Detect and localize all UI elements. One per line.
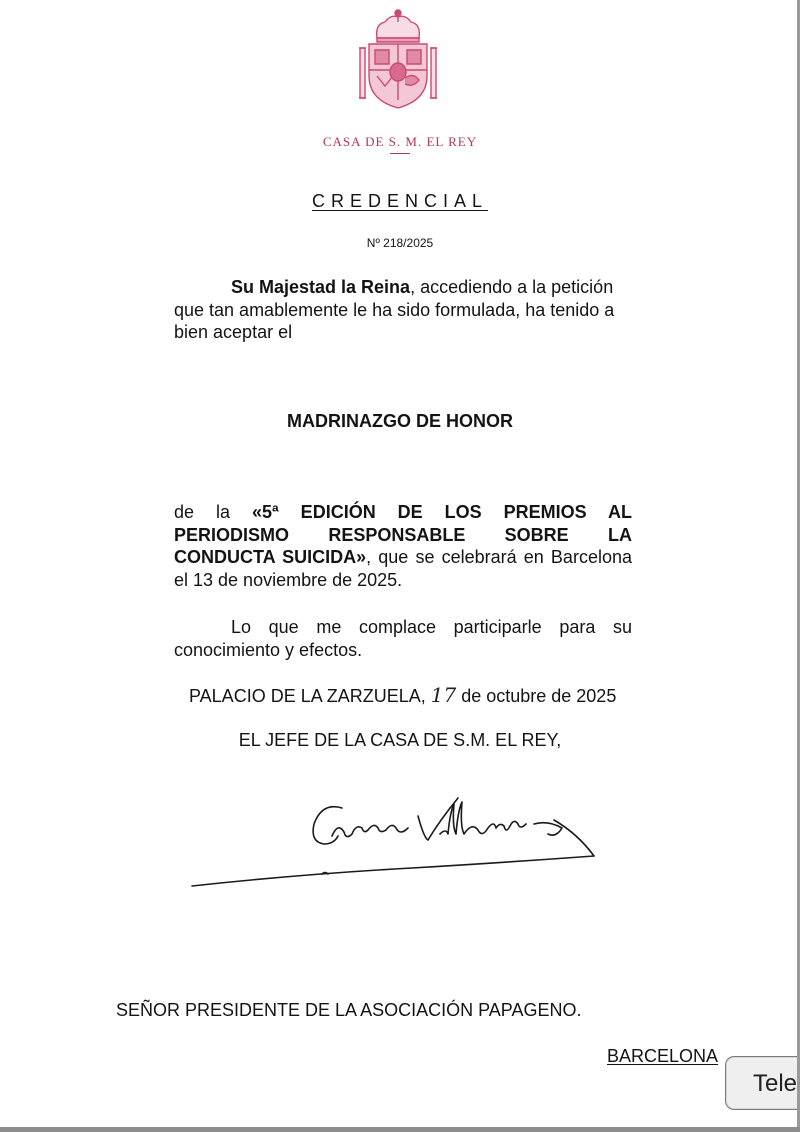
event-suffix: , que se celebrará en Barcelona el 13 de noviembre de 2025.: [174, 547, 632, 590]
page-bottom-edge: [0, 1127, 800, 1132]
document-title: CREDENCIAL: [311, 191, 489, 211]
house-name-rule: [390, 153, 410, 154]
event-prefix: de la: [174, 502, 253, 522]
place-text: PALACIO DE LA ZARZUELA,: [189, 686, 431, 706]
intro-subject: Su Majestad la Reina: [231, 277, 411, 297]
royal-coat-of-arms-icon: [355, 8, 441, 112]
handwritten-day: 17: [430, 683, 457, 707]
honor-title: MADRINAZGO DE HONOR: [287, 411, 513, 431]
event-paragraph: [174, 501, 632, 591]
event-name: «5ª EDICIÓN DE LOS PREMIOS AL PERIODISMO RESPONSABLE SOBRE LA CONDUCTA SUICIDA»: [174, 502, 632, 567]
handwritten-signature: [182, 790, 602, 900]
house-name: CASA DE S. M. EL REY: [322, 134, 478, 149]
document-number: Nº 218/2025: [366, 236, 434, 250]
intro-text: , accediendo a la petición que tan amablemente le ha sido formulada, ha tenido a bien aceptar el: [174, 277, 615, 342]
addressee-city: BARCELONA: [607, 1046, 719, 1066]
signer-title: EL JEFE DE LA CASA DE S.M. EL REY,: [238, 730, 562, 750]
date-text: de octubre de 2025: [456, 686, 617, 706]
addressee: SEÑOR PRESIDENTE DE LA ASOCIACIÓN PAPAGENO.: [116, 1000, 582, 1020]
place-date-line: [189, 683, 616, 707]
closing-paragraph: Lo que me complace participarle para su conocimiento y efectos.: [174, 617, 632, 660]
intro-paragraph: [174, 276, 632, 344]
overlay-button[interactable]: Tele: [725, 1056, 800, 1110]
